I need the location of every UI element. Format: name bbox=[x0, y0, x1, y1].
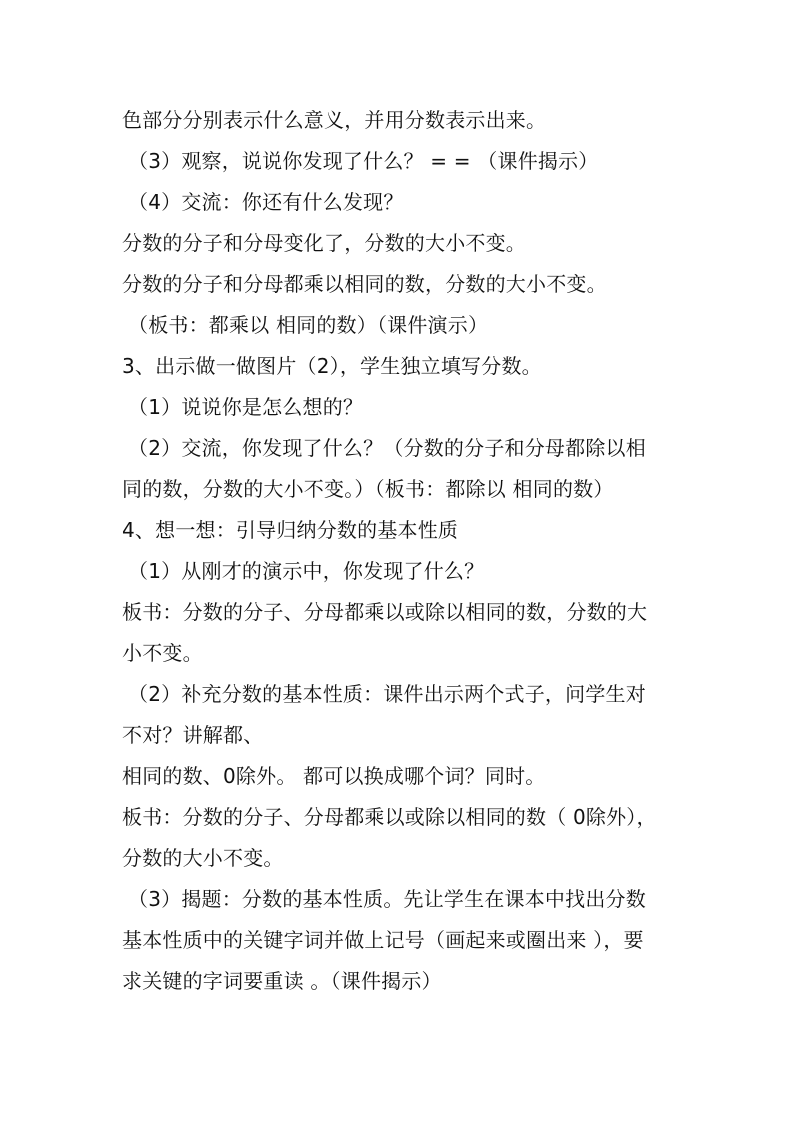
text-line: 分数的大小不变。 bbox=[122, 846, 284, 870]
text-line: 相同的数、0除外。 都可以换成哪个词？同时。 bbox=[122, 764, 546, 788]
text-line: 分数的分子和分母变化了，分数的大小不变。 bbox=[122, 231, 526, 255]
text-line: 基本性质中的关键字词并做上记号（画起来或圈出来 ），要 bbox=[122, 928, 644, 952]
text-line: 3、出示做一做图片（2），学生独立填写分数。 bbox=[122, 354, 542, 378]
text-line: 求关键的字词要重读 。（课件揭示） bbox=[122, 969, 442, 993]
text-line: 分数的分子和分母都乘以相同的数，分数的大小不变。 bbox=[122, 272, 607, 296]
text-line: 板书：分数的分子、分母都乘以或除以相同的数，分数的大 bbox=[122, 600, 648, 624]
text-line: 小不变。 bbox=[122, 641, 203, 665]
text-line: 色部分分别表示什么意义，并用分数表示出来。 bbox=[122, 108, 547, 132]
text-line: （4）交流：你还有什么发现？ bbox=[128, 190, 404, 214]
text-line: （1）说说你是怎么想的？ bbox=[128, 395, 364, 419]
text-line: 4、想一想：引导归纳分数的基本性质 bbox=[122, 518, 459, 542]
text-line: （1）从刚才的演示中，你发现了什么？ bbox=[128, 559, 485, 583]
text-line: 同的数，分数的大小不变。）（板书：都除以 相同的数） bbox=[122, 477, 614, 501]
text-line: （2）交流，你发现了什么？（分数的分子和分母都除以相 bbox=[128, 436, 646, 460]
text-line: （3）揭题：分数的基本性质。先让学生在课本中找出分数 bbox=[128, 887, 646, 911]
text-line: （2）补充分数的基本性质：课件出示两个式子，问学生对 bbox=[128, 682, 646, 706]
text-line: 板书：分数的分子、分母都乘以或除以相同的数（ 0除外）， bbox=[122, 805, 657, 829]
text-line: 不对？讲解都、 bbox=[122, 723, 264, 747]
document-body bbox=[122, 100, 682, 1002]
text-line: （板书：都乘以 相同的数）（课件演示） bbox=[128, 313, 489, 337]
text-line: （3）观察，说说你发现了什么？ = = （课件揭示） bbox=[128, 149, 599, 173]
